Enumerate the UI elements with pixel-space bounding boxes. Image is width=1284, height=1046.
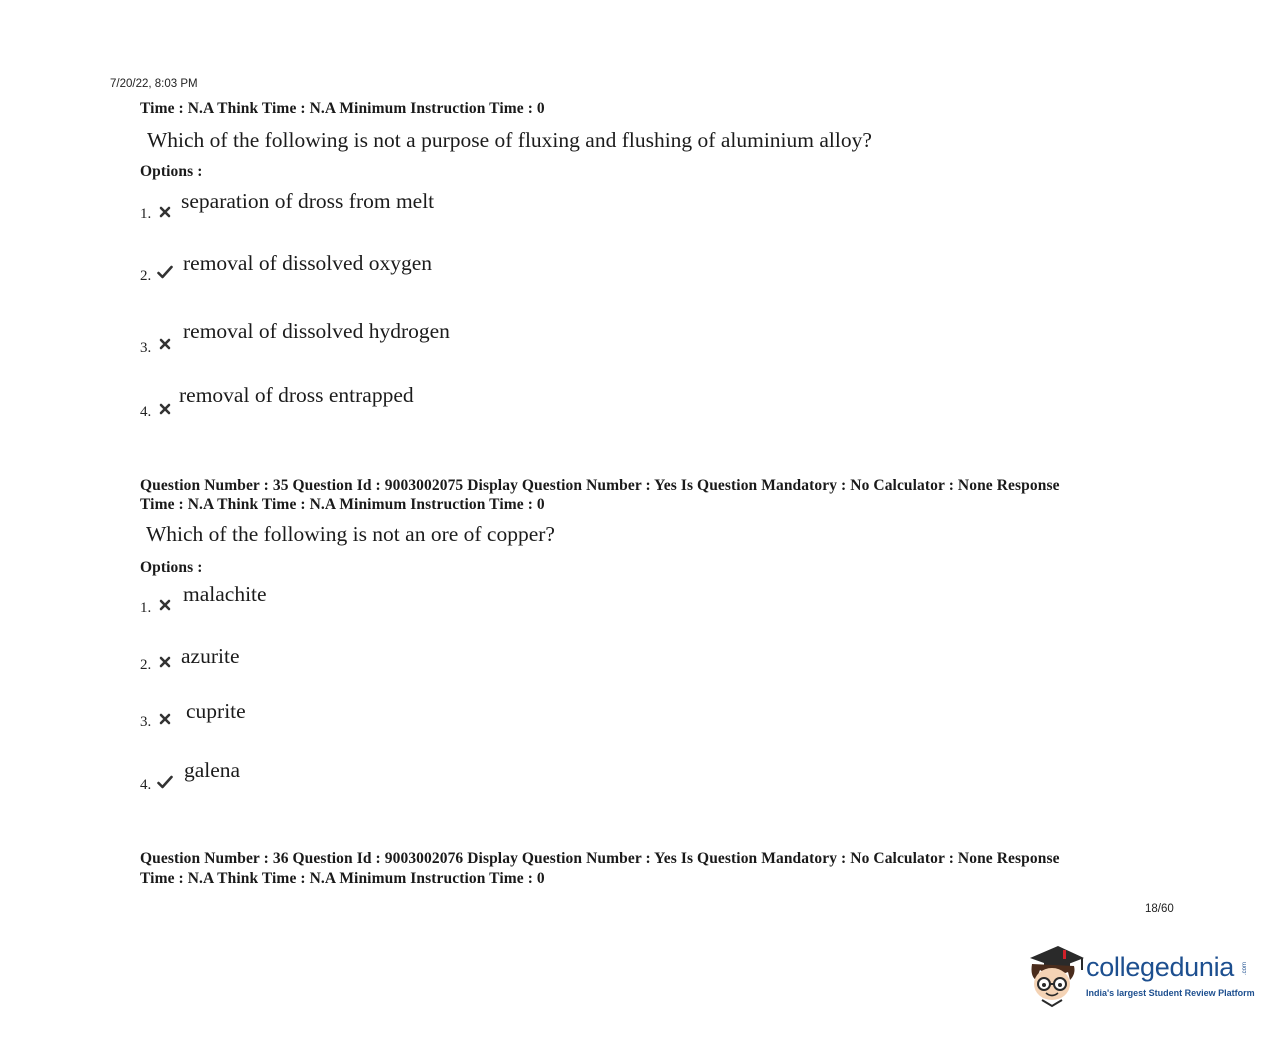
q35-option-3-number: 3. — [140, 714, 152, 730]
cross-icon — [158, 205, 172, 219]
q34-options-label: Options : — [140, 163, 203, 180]
q34-option-3-text: removal of dissolved hydrogen — [183, 319, 450, 343]
q36-meta-line: Question Number : 36 Question Id : 9003002076 Display Question Number : Yes Is Question Mandatory : No Calculator : None Response — [140, 850, 1060, 867]
q34-option-1-text: separation of dross from melt — [181, 189, 435, 213]
q34-option-1-number: 1. — [140, 206, 152, 222]
q34-option-2-number: 2. — [140, 268, 152, 284]
q35-option-1-number: 1. — [140, 600, 152, 616]
q35-meta-line: Question Number : 35 Question Id : 9003002075 Display Question Number : Yes Is Question Mandatory : No Calculator : None Response — [140, 477, 1060, 494]
cross-icon — [158, 712, 172, 726]
brand-tagline: India's largest Student Review Platform — [1086, 988, 1255, 998]
print-timestamp: 7/20/22, 8:03 PM — [110, 78, 198, 90]
cross-icon — [158, 337, 172, 351]
cross-icon — [158, 598, 172, 612]
mascot-icon — [1024, 940, 1086, 1013]
page-number: 18/60 — [1145, 903, 1174, 915]
q35-option-3-text: cuprite — [186, 699, 246, 723]
q34-question-text: Which of the following is not a purpose of fluxing and flushing of aluminium alloy? — [147, 128, 872, 152]
cross-icon — [158, 655, 172, 669]
q34-option-2-text: removal of dissolved oxygen — [183, 251, 432, 275]
q35-question-text: Which of the following is not an ore of copper? — [146, 522, 555, 546]
q36-time-line: Time : N.A Think Time : N.A Minimum Instruction Time : 0 — [140, 870, 545, 887]
q34-option-4-text: removal of dross entrapped — [179, 383, 414, 407]
collegedunia-logo — [1022, 938, 1262, 1010]
q35-option-4-text: galena — [184, 758, 241, 782]
cross-icon — [158, 402, 172, 416]
brand-suffix: .com — [1242, 962, 1248, 976]
q35-time-line: Time : N.A Think Time : N.A Minimum Instruction Time : 0 — [140, 496, 545, 513]
q34-option-3-number: 3. — [140, 340, 152, 356]
brand-wordmark: collegedunia — [1086, 952, 1235, 982]
q35-option-2-text: azurite — [181, 644, 240, 668]
q35-option-1-text: malachite — [183, 582, 267, 606]
q35-options-label: Options : — [140, 559, 203, 576]
q34-option-4-number: 4. — [140, 404, 152, 420]
check-icon — [157, 775, 171, 789]
q35-option-4-number: 4. — [140, 777, 152, 793]
check-icon — [157, 265, 171, 279]
q34-time-line: Time : N.A Think Time : N.A Minimum Instruction Time : 0 — [140, 100, 545, 117]
q35-option-2-number: 2. — [140, 657, 152, 673]
